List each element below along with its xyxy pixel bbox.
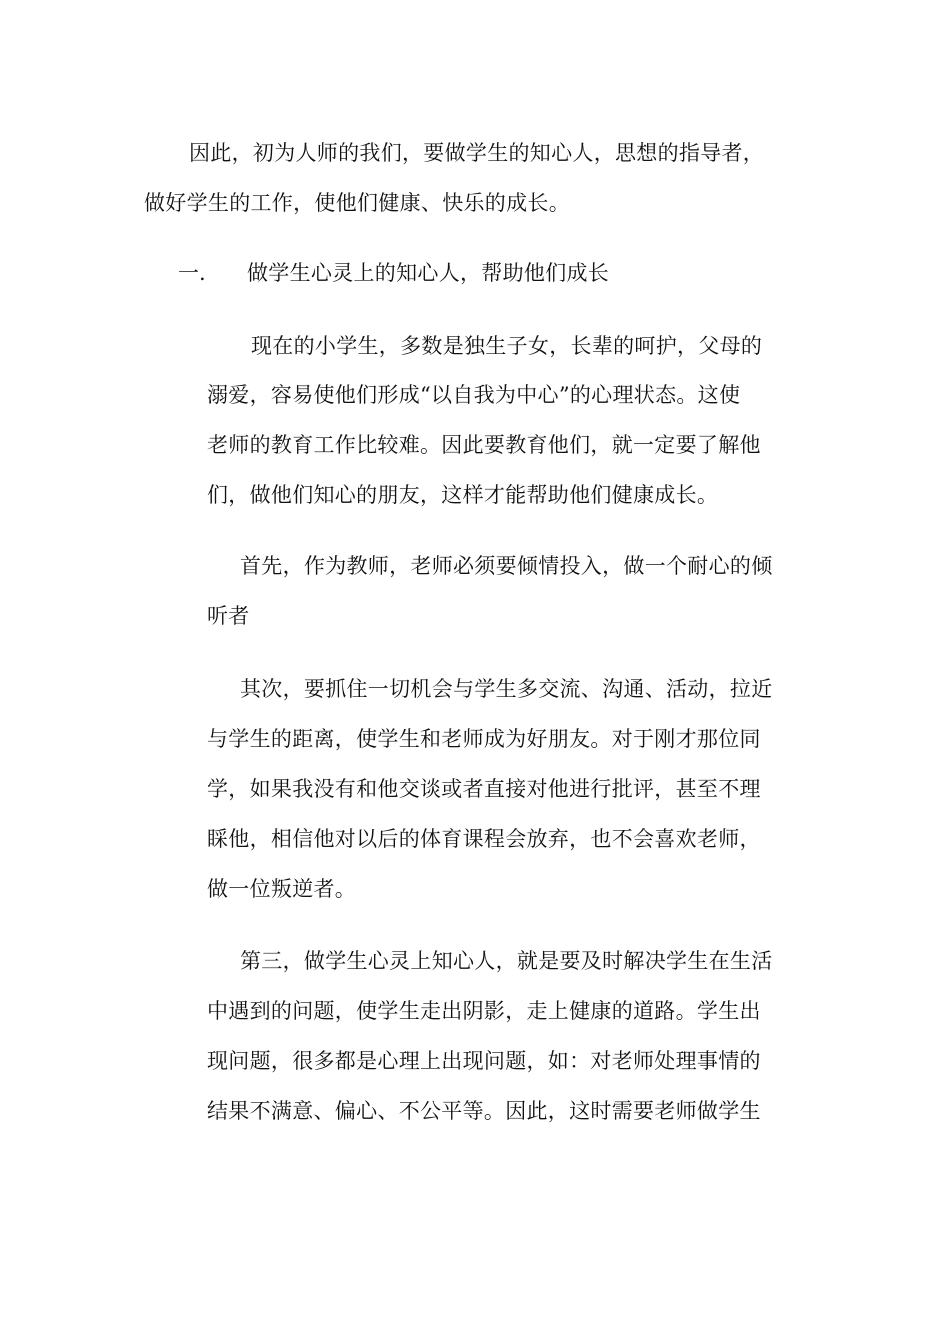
para1-line-2: 溺爱，容易使他们形成“以自我为中心”的心理状态。这使 — [207, 383, 741, 407]
para3-line-5: 做一位叛逆者。 — [207, 877, 357, 901]
para4-line-3: 现问题，很多都是心理上出现问题，如：对老师处理事情的 — [207, 1049, 761, 1073]
para1-line-4: 们，做他们知心的朋友，这样才能帮助他们健康成长。 — [207, 483, 719, 507]
para3-line-2: 与学生的距离，使学生和老师成为好朋友。对于刚才那位同 — [207, 727, 761, 751]
para4-line-2: 中遇到的问题，使学生走出阴影，走上健康的道路。学生出 — [207, 999, 761, 1023]
para4-line-4: 结果不满意、偏心、不公平等。因此，这时需要老师做学生 — [207, 1099, 761, 1123]
para4-line-1: 第三，做学生心灵上知心人，就是要及时解决学生在生活 — [240, 949, 773, 973]
para2-line-2: 听者 — [207, 604, 250, 628]
para1-line-1: 现在的小学生，多数是独生子女，长辈的呵护，父母的 — [251, 334, 763, 358]
section-number: 一. — [178, 261, 206, 285]
para1-line-3: 老师的教育工作比较难。因此要教育他们，就一定要了解他 — [207, 433, 761, 457]
para3-line-3: 学，如果我没有和他交谈或者直接对他进行批评，甚至不理 — [207, 777, 761, 801]
intro-line-2: 做好学生的工作，使他们健康、快乐的成长。 — [144, 191, 570, 215]
intro-line-1: 因此，初为人师的我们，要做学生的知心人，思想的指导者， — [189, 141, 765, 165]
para3-line-4: 睬他，相信他对以后的体育课程会放弃，也不会喜欢老师， — [207, 827, 761, 851]
para3-line-1: 其次，要抓住一切机会与学生多交流、沟通、活动，拉近 — [240, 677, 773, 701]
section-title: 做学生心灵上的知心人，帮助他们成长 — [247, 261, 610, 285]
para2-line-1: 首先，作为教师，老师必须要倾情投入，做一个耐心的倾 — [240, 554, 773, 578]
